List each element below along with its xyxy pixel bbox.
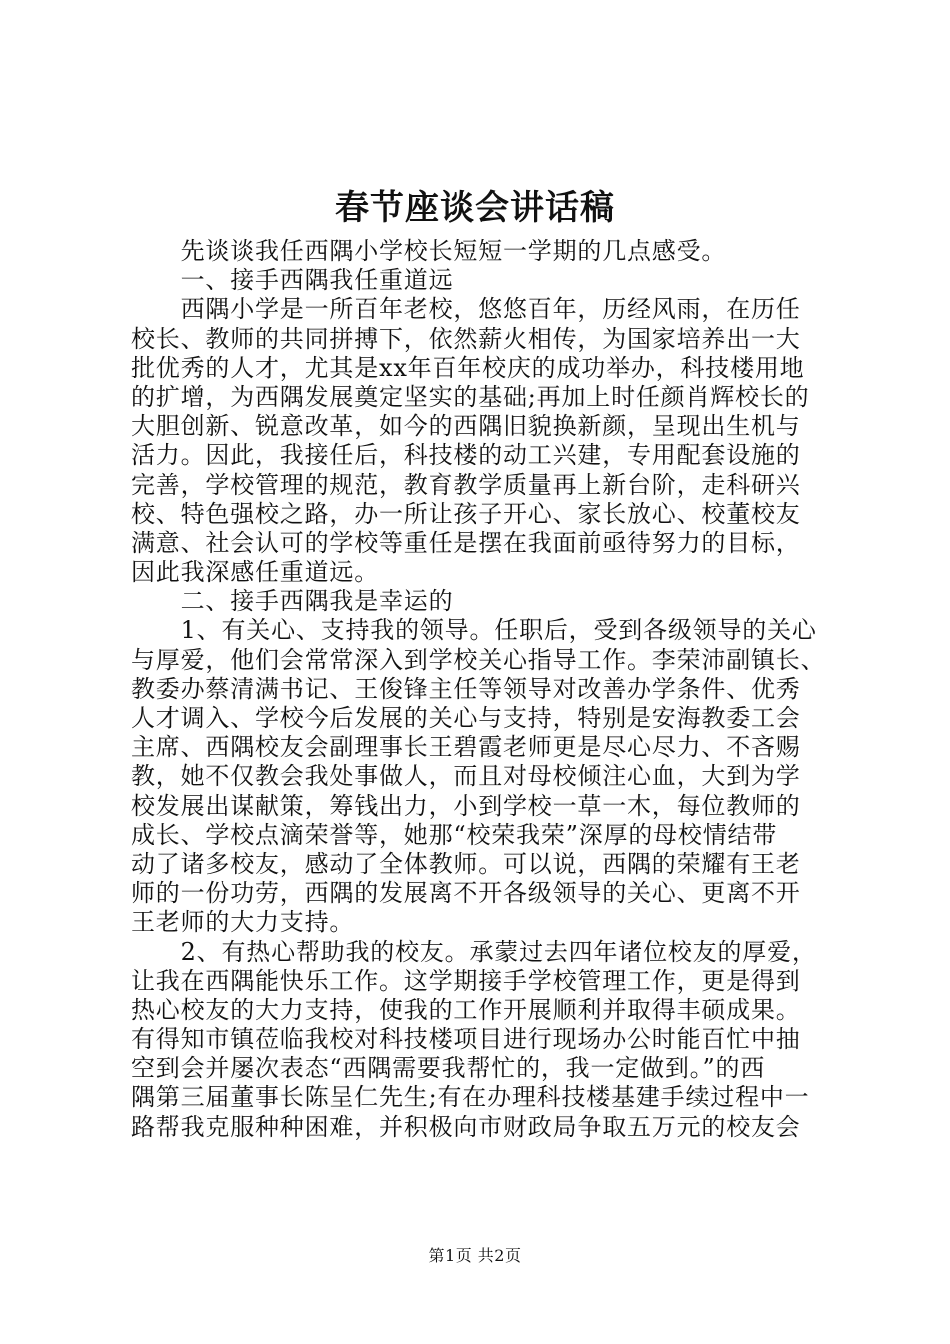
body-line: 让我在西隅能快乐工作。这学期接手学校管理工作，更是得到 (131, 966, 801, 995)
body-line: 校、特色强校之路，办一所让孩子开心、家长放心、校董校友 (131, 499, 801, 528)
body-line: 因此我深感任重道远。 (131, 558, 379, 587)
body-line: 完善，学校管理的规范，教育教学质量再上新台阶，走科研兴 (131, 470, 801, 499)
document-body (131, 237, 831, 1142)
body-line: 人才调入、学校今后发展的关心与支持，特别是安海教委工会 (131, 704, 801, 732)
body-line: 先谈谈我任西隅小学校长短短一学期的几点感受。 (131, 237, 727, 265)
body-line: 教委办蔡清满书记、王俊锋主任等领导对改善办学条件、优秀 (131, 674, 801, 703)
body-line: 主席、西隅校友会副理事长王碧霞老师更是尽心尽力、不吝赐 (131, 733, 801, 762)
body-line: 大胆创新、锐意改革，如今的西隅旧貌换新颜，呈现出生机与 (131, 412, 801, 441)
body-line: 热心校友的大力支持，使我的工作开展顺利并取得丰硕成果。 (131, 995, 801, 1024)
page-number-footer: 第1页 共2页 (428, 1246, 522, 1265)
body-line: 西隅小学是一所百年老校，悠悠百年，历经风雨，在历任 (131, 295, 801, 324)
body-line: 教，她不仅教会我处事做人，而且对母校倾注心血，大到为学 (131, 762, 801, 791)
body-line: 的扩增，为西隅发展奠定坚实的基础;再加上时任颜肖辉校长的 (131, 382, 810, 411)
section-heading: 一、接手西隅我任重道远 (131, 266, 454, 295)
body-line: 批优秀的人才，尤其是xx年百年校庆的成功举办，科技楼用地 (131, 353, 805, 382)
body-line: 校发展出谋献策，筹钱出力，小到学校一草一木，每位教师的 (131, 791, 801, 820)
body-line: 隅第三届董事长陈呈仁先生;有在办理科技楼基建手续过程中一 (131, 1083, 810, 1112)
body-line: 成长、学校点滴荣誉等，她那“校荣我荣”深厚的母校情结带 (131, 820, 778, 849)
body-line: 2、有热心帮助我的校友。承蒙过去四年诸位校友的厚爱， (131, 937, 817, 966)
body-line: 路帮我克服种种困难，并积极向市财政局争取五万元的校友会 (131, 1112, 801, 1141)
body-line: 校长、教师的共同拼搏下，依然薪火相传，为国家培养出一大 (131, 324, 801, 353)
body-line: 动了诸多校友，感动了全体教师。可以说，西隅的荣耀有王老 (131, 849, 801, 878)
body-line: 1、有关心、支持我的领导。任职后，受到各级领导的关心 (131, 616, 817, 645)
body-line: 师的一份功劳，西隅的发展离不开各级领导的关心、更离不开 (131, 879, 801, 908)
section-heading: 二、接手西隅我是幸运的 (131, 587, 454, 616)
body-line: 王老师的大力支持。 (131, 908, 355, 937)
document-title: 春节座谈会讲话稿 (335, 188, 615, 228)
body-line: 满意、社会认可的学校等重任是摆在我面前亟待努力的目标， (131, 528, 801, 557)
body-line: 空到会并屡次表态“西隅需要我帮忙的，我一定做到。”的西 (131, 1054, 766, 1083)
body-line: 活力。因此，我接任后，科技楼的动工兴建，专用配套设施的 (131, 441, 801, 470)
body-line: 与厚爱，他们会常常深入到学校关心指导工作。李荣沛副镇长、 (131, 645, 826, 674)
body-line: 有得知市镇莅临我校对科技楼项目进行现场办公时能百忙中抽 (131, 1025, 801, 1054)
